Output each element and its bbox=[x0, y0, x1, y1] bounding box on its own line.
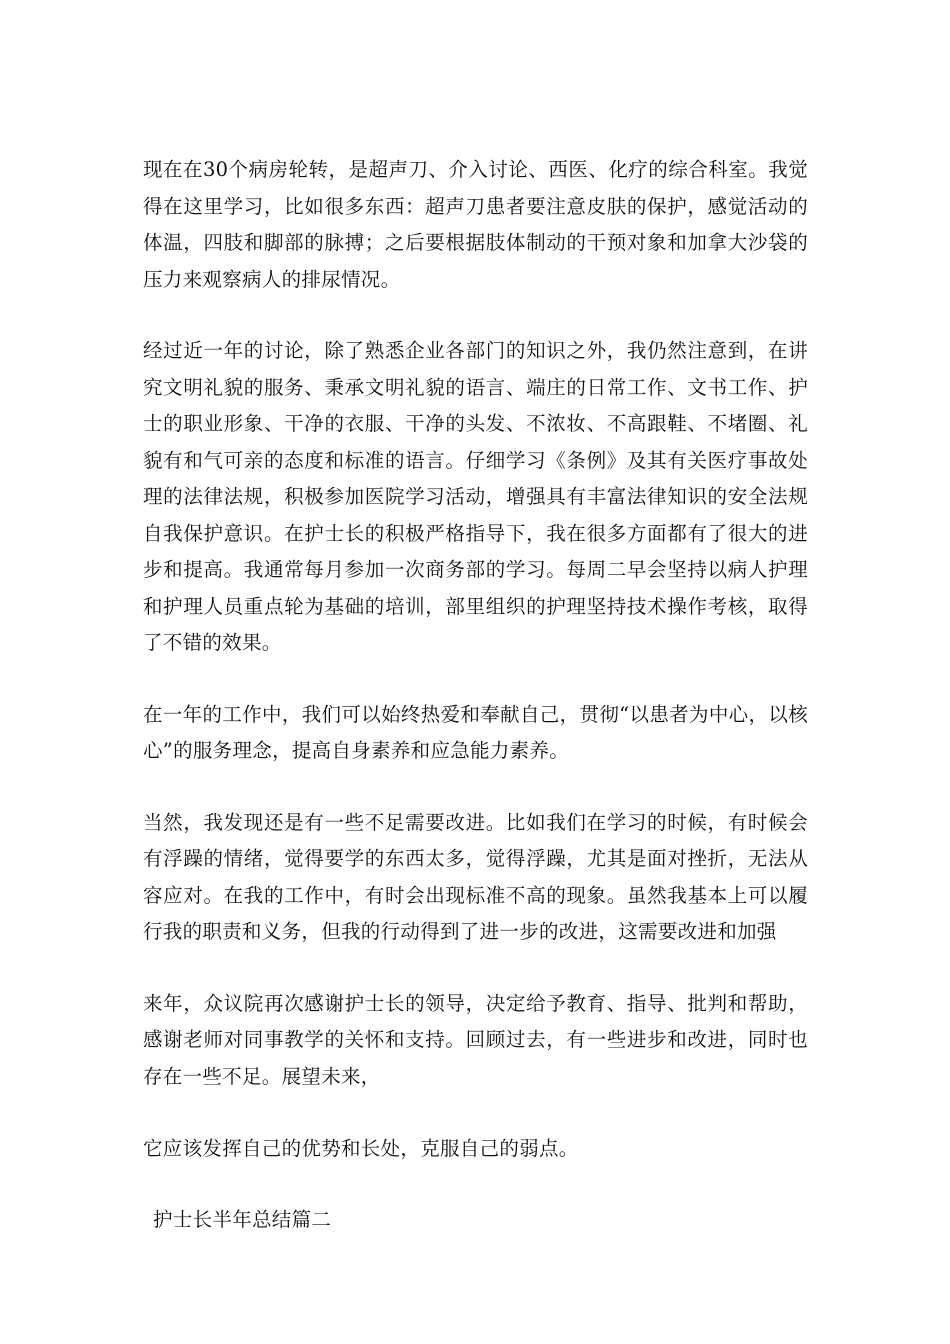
document-body bbox=[143, 152, 808, 1238]
paragraph-gratitude: 来年，众议院再次感谢护士长的领导，决定给予教育、指导、批判和帮助，感谢老师对同事教学的关怀和支持。回顾过去，有一些进步和改进，同时也存在一些不足。展望未来， bbox=[143, 991, 808, 1088]
section-heading: 护士长半年总结篇二 bbox=[153, 1207, 332, 1231]
paragraph-ward-rotation: 现在在30个病房轮转，是超声刀、介入讨论、西医、化疗的综合科室。我觉得在这里学习，比如很多东西：超声刀患者要注意皮肤的保护，感觉活动的体温，四肢和脚部的脉搏；之后要根据肢体制动的干预对象和加拿大沙袋的压力来观察病人的排尿情况。 bbox=[143, 158, 808, 291]
paragraph-service-philosophy: 在一年的工作中，我们可以始终热爱和奉献自己，贯彻“以患者为中心，以核心”的服务理念，提高自身素养和应急能力素养。 bbox=[143, 702, 808, 762]
paragraph-year-review: 经过近一年的讨论，除了熟悉企业各部门的知识之外，我仍然注意到，在讲究文明礼貌的服务、秉承文明礼貌的语言、端庄的日常工作、文书工作、护士的职业形象、干净的衣服、干净的头发、不浓妆、不高跟鞋、不堵圈、礼貌有和气可亲的态度和标准的语言。仔细学习《条例》及其有关医疗事故处理的法律法规，积极参加医院学习活动，增强具有丰富法律知识的安全法规自我保护意识。在护士长的积极严格指导下，我在很多方面都有了很大的进步和提高。我通常每月参加一次商务部的学习。每周二早会坚持以病人护理和护理人员重点轮为基础的培训，部里组织的护理坚持技术操作考核，取得了不错的效果。 bbox=[143, 339, 808, 654]
paragraph-shortcomings: 当然，我发现还是有一些不足需要改进。比如我们在学习的时候，有时候会有浮躁的情绪，觉得要学的东西太多，觉得浮躁，尤其是面对挫折，无法从容应对。在我的工作中，有时会出现标准不高的现象。虽然我基本上可以履行我的职责和义务，但我的行动得到了进一步的改进，这需要改进和加强 bbox=[143, 810, 808, 943]
paragraph-strengths: 它应该发挥自己的优势和长处，克服自己的弱点。 bbox=[143, 1137, 579, 1160]
